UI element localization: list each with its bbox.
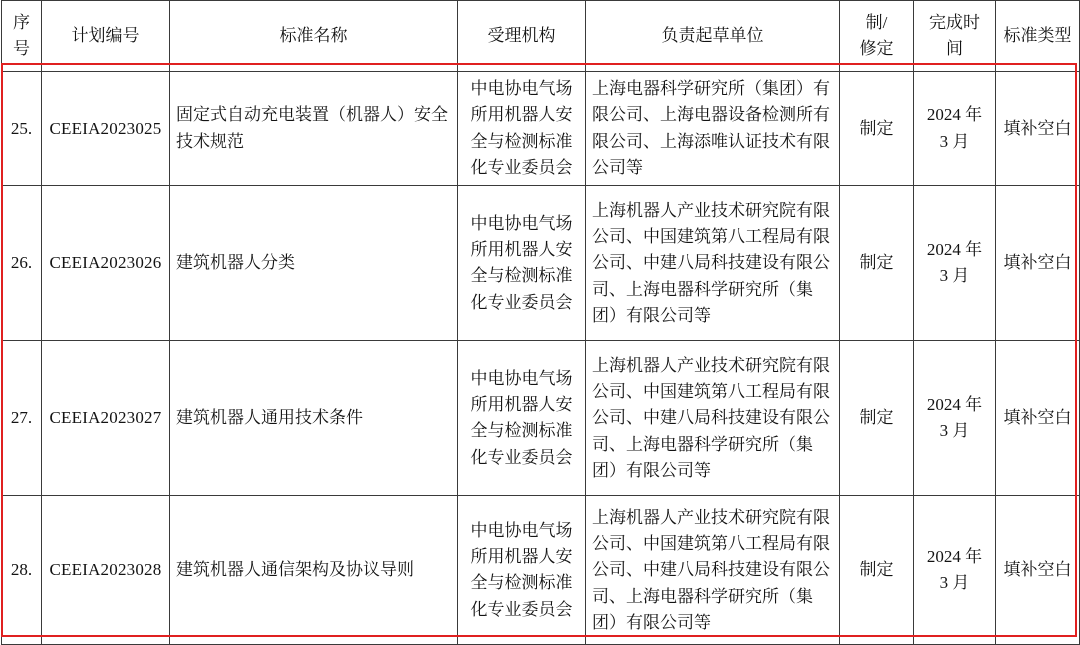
cell-org: 中电协电气场所用机器人安全与检测标准化专业委员会 — [458, 341, 586, 496]
cell-category: 填补空白 — [996, 186, 1080, 341]
cell-org: 中电协电气场所用机器人安全与检测标准化专业委员会 — [458, 186, 586, 341]
cell-draft: 上海机器人产业技术研究院有限公司、中国建筑第八工程局有限公司、中建八局科技建设有限公司、上海电器科学研究所（集团）有限公司等 — [586, 496, 840, 645]
cell-type: 制定 — [840, 496, 914, 645]
cell-org: 中电协电气场所用机器人安全与检测标准化专业委员会 — [458, 496, 586, 645]
cell-date-line1: 2024 年 — [926, 105, 983, 125]
cell-date-line2: 3 月 — [939, 573, 970, 593]
cell-date-line2: 3 月 — [939, 266, 970, 286]
cell-name: 固定式自动充电装置（机器人）安全技术规范 — [170, 72, 458, 186]
cell-category: 填补空白 — [996, 72, 1080, 186]
cell-type: 制定 — [840, 186, 914, 341]
cell-date — [914, 72, 996, 186]
column-header-seq: 序号 — [2, 1, 42, 72]
cell-name: 建筑机器人分类 — [170, 186, 458, 341]
table-row — [2, 341, 1080, 496]
cell-seq: 25. — [2, 72, 42, 186]
cell-code: CEEIA2023028 — [42, 496, 170, 645]
column-header-date-line2: 间 — [946, 39, 963, 58]
cell-type: 制定 — [840, 341, 914, 496]
cell-date-line1: 2024 年 — [926, 395, 983, 415]
cell-seq: 26. — [2, 186, 42, 341]
cell-date — [914, 186, 996, 341]
cell-date — [914, 341, 996, 496]
column-header-type-line2: 修定 — [859, 39, 894, 58]
cell-date-line2: 3 月 — [939, 131, 970, 151]
cell-category: 填补空白 — [996, 496, 1080, 645]
table-row — [2, 72, 1080, 186]
column-header-type-line1: 制/ — [865, 12, 888, 32]
table-header — [2, 1, 1080, 72]
column-header-name: 标准名称 — [170, 1, 458, 72]
cell-name: 建筑机器人通用技术条件 — [170, 341, 458, 496]
column-header-org: 受理机构 — [458, 1, 586, 72]
cell-code: CEEIA2023026 — [42, 186, 170, 341]
cell-draft: 上海机器人产业技术研究院有限公司、中国建筑第八工程局有限公司、中建八局科技建设有限公司、上海电器科学研究所（集团）有限公司等 — [586, 186, 840, 341]
cell-name: 建筑机器人通信架构及协议导则 — [170, 496, 458, 645]
cell-seq: 28. — [2, 496, 42, 645]
cell-org: 中电协电气场所用机器人安全与检测标准化专业委员会 — [458, 72, 586, 186]
cell-category: 填补空白 — [996, 341, 1080, 496]
column-header-type — [840, 1, 914, 72]
column-header-date — [914, 1, 996, 72]
cell-code: CEEIA2023027 — [42, 341, 170, 496]
cell-code: CEEIA2023025 — [42, 72, 170, 186]
column-header-date-line1: 完成时 — [929, 12, 980, 32]
cell-date-line1: 2024 年 — [926, 240, 983, 260]
header-row — [2, 1, 1080, 72]
table-row — [2, 496, 1080, 645]
cell-draft: 上海电器科学研究所（集团）有限公司、上海电器设备检测所有限公司、上海添唯认证技术有限公司等 — [586, 72, 840, 186]
table-row — [2, 186, 1080, 341]
standards-plan-table — [1, 0, 1080, 645]
cell-type: 制定 — [840, 72, 914, 186]
cell-draft: 上海机器人产业技术研究院有限公司、中国建筑第八工程局有限公司、中建八局科技建设有限公司、上海电器科学研究所（集团）有限公司等 — [586, 341, 840, 496]
cell-seq: 27. — [2, 341, 42, 496]
cell-date-line2: 3 月 — [939, 421, 970, 441]
table-body — [2, 72, 1080, 645]
cell-date — [914, 496, 996, 645]
column-header-code: 计划编号 — [42, 1, 170, 72]
cell-date-line1: 2024 年 — [926, 547, 983, 567]
column-header-draft: 负责起草单位 — [586, 1, 840, 72]
column-header-category: 标准类型 — [996, 1, 1080, 72]
